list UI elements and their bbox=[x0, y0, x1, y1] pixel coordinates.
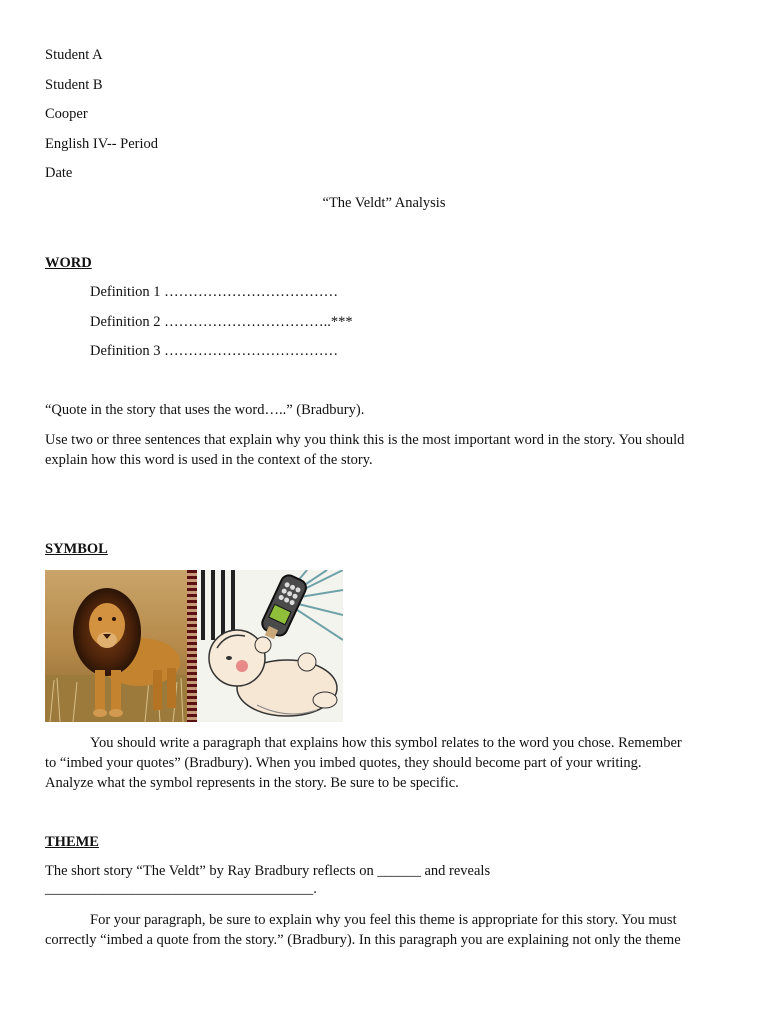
theme-sentence-line-1: The short story “The Veldt” by Ray Bradbury reflects on ______ and reveals bbox=[45, 863, 491, 879]
word-instructions-line-1: Use two or three sentences that explain why you think this is the most important word in the story. You should bbox=[45, 432, 685, 448]
theme-paragraph-line-2: correctly “imbed a quote from the story.” (Bradbury). In this paragraph you are explaining not only the theme bbox=[45, 932, 681, 948]
theme-heading: THEME bbox=[45, 834, 99, 850]
theme-sentence-line-2: _____________________________________. bbox=[45, 881, 317, 897]
symbol-heading: SYMBOL bbox=[45, 541, 108, 557]
student-b-label: Student B bbox=[45, 77, 103, 93]
theme-paragraph-line-1: For your paragraph, be sure to explain why you feel this theme is appropriate for this story. You must bbox=[90, 912, 677, 928]
image-divider bbox=[187, 570, 197, 722]
theme-paragraph bbox=[45, 910, 725, 950]
baby-image bbox=[197, 570, 343, 722]
quote-line: “Quote in the story that uses the word…..” (Bradbury). bbox=[45, 402, 365, 418]
definition-3: Definition 3 ……………………………… bbox=[90, 343, 339, 359]
teacher-label: Cooper bbox=[45, 106, 88, 122]
word-heading: WORD bbox=[45, 255, 92, 271]
page-title: “The Veldt” Analysis bbox=[322, 195, 446, 211]
definition-1: Definition 1 ……………………………… bbox=[90, 284, 339, 300]
symbol-paragraph-line-2: to “imbed your quotes” (Bradbury). When you imbed quotes, they should become part of your writing. bbox=[45, 755, 642, 771]
word-instructions-line-2: explain how this word is used in the context of the story. bbox=[45, 452, 373, 468]
symbol-image bbox=[45, 570, 343, 722]
symbol-paragraph-line-1: You should write a paragraph that explains how this symbol relates to the word you chose. Remember bbox=[90, 735, 682, 751]
symbol-paragraph-line-3: Analyze what the symbol represents in the story. Be sure to be specific. bbox=[45, 775, 459, 791]
date-label: Date bbox=[45, 165, 73, 181]
student-a-label: Student A bbox=[45, 47, 103, 63]
symbol-paragraph bbox=[45, 733, 725, 793]
definition-2: Definition 2 ……………………………..*** bbox=[90, 314, 353, 330]
course-label: English IV-- Period bbox=[45, 136, 159, 152]
lion-image bbox=[45, 570, 187, 722]
